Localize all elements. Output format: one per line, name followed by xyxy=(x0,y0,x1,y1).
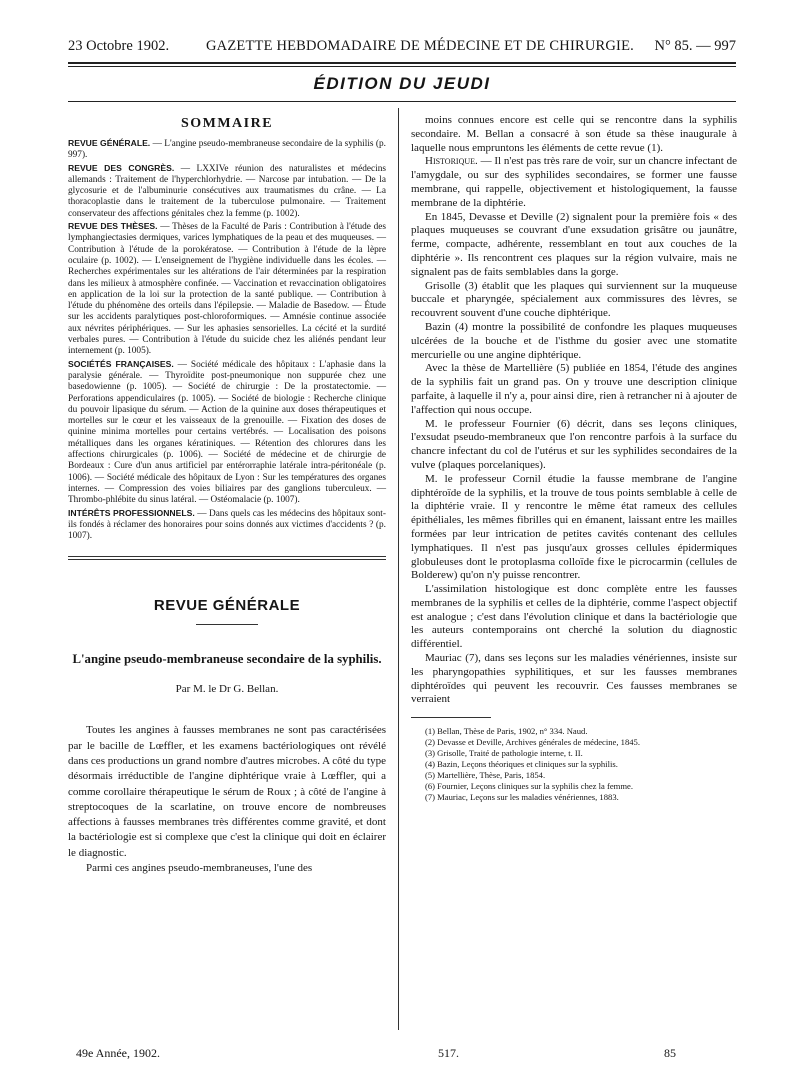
column-divider xyxy=(398,108,399,1030)
paragraph: En 1845, Devasse et Deville (2) signalent pour la première fois « des plaques muqueuses se couvrant d'une exsudation grisâtre ou jaunâtre, ferme, compacte, adhérente, ressemblant en tout aux couches de la diphtérie ». Ils rencontrent ces plaques sur la région vulvaire, mais ne signalent pas de faits semblables dans la gorge. xyxy=(411,210,737,278)
paragraph: moins connues encore est celle qui se rencontre dans la syphilis secondaire. M. Bellan a consacré à son étude sa thèse inaugurale à laquelle nous empruntons les éléments de cette revue (1). xyxy=(411,114,737,154)
footnote: (1) Bellan, Thèse de Paris, 1902, n° 334. Naud. xyxy=(425,726,588,737)
header-rule-thin xyxy=(68,66,736,67)
sommaire-section-text: — Dans quels cas les médecins des hôpitaux sont-ils fondés à réclamer des honoraires pour soins donnés aux victimes d'accidents ? (p. 1007). xyxy=(68,508,386,542)
footnote: (4) Bazin, Leçons théoriques et cliniques sur la syphilis. xyxy=(425,758,618,769)
section-separator xyxy=(68,543,386,573)
revue-generale-heading: REVUE GÉNÉRALE xyxy=(153,597,301,615)
footnote: (3) Grisolle, Traité de pathologie interne, t. II. xyxy=(425,748,583,759)
paragraph-historique xyxy=(411,155,737,210)
sommaire-section-label: SOCIÉTÉS FRANÇAISES. xyxy=(68,358,174,369)
historique-label: Historique. xyxy=(425,155,478,168)
sommaire-section-label: REVUE DES THÈSES. xyxy=(68,221,158,232)
sommaire-section-text: — LXXIVe réunion des naturalistes et médecins allemands : Traitement de l'hyperchlorhydrie. — Narcose par intubation. — De la glycosurie et de l'albuminurie consécutives aux traumatismes du crâne. — La thoracoplastie dans le traitement de la tuberculose pulmonaire. — Traitement conservateur des affections génitales chez la femme (p. 1002). xyxy=(68,163,386,219)
historique-text: — Il n'est pas très rare de voir, sur un chancre infectant de l'amygdale, ou sur des syphilides secondaires, se former une fausse membrane, qui rappelle, objectivement et histologiquement, la fausse membrane de la diphtérie. xyxy=(411,155,737,209)
footer-page: 517. xyxy=(438,1046,459,1060)
paragraph: L'assimilation histologique est donc complète entre les fausses membranes de la syphilis et celles de la diphtérie, comme l'aspect objectif est analogue ; c'est dans l'évolution clinique et dans la bactériologie que les auteurs contemporains ont cherché la solution du diagnostic différentiel. xyxy=(411,583,737,651)
journal-title: GAZETTE HEBDOMADAIRE DE MÉDECINE ET DE CHIRURGIE. xyxy=(206,38,634,54)
heading-rule xyxy=(196,624,258,625)
footnotes xyxy=(411,726,737,802)
sommaire-title: SOMMAIRE xyxy=(180,116,274,131)
article-body-left xyxy=(68,723,386,876)
sommaire-entry xyxy=(68,138,386,162)
sommaire-entry xyxy=(68,508,386,543)
footnote-rule xyxy=(411,717,491,718)
sommaire-entry xyxy=(68,359,386,507)
paragraph: Grisolle (3) établit que les plaques qui surviennent sur la muqueuse buccale et pharyngée, spécialement aux commissures des lèvres, se recouvrent souvent d'une couche diphtérique. xyxy=(411,279,737,320)
sommaire-list xyxy=(68,138,386,542)
right-column xyxy=(411,114,737,1020)
sommaire-section-label: REVUE GÉNÉRALE. xyxy=(68,138,151,148)
sommaire-section-text: — Thèses de la Faculté de Paris : Contribution à l'étude des lymphangiectasies dermiques, varices lymphatiques de la peau et des muqueuses. — Contribution à l'étude de la porokératose. — Contribution à l'étude de la lèpre oculaire (p. 1002). — L'enseignement de l'hygiène individuelle dans les écoles. — Recherches expérimentales sur les altérations de l'air déterminées par la respiration dans les milieux à atmosphère confinée. — Vaccination et revaccination obligatoires en application de la loi sur la protection de la santé publique. — Contribution à l'étude du phénomène des orteils dans l'épilepsie. — Maladie de Basedow. — Étude sur les accidents paralytiques post-chloroformiques. — Amnésie continue associée aux névrites périphériques. — Sur les aphasies sensorielles. La cécité et la surdité verbales pures. — Contribution à l'étude du suicide chez les aliénés pendant leur internement (p. 1005). xyxy=(68,222,386,357)
issue-number: N° 85. — 997 xyxy=(654,38,736,54)
paragraph: Parmi ces angines pseudo-membraneuses, l'une des xyxy=(86,862,313,875)
sommaire-entry xyxy=(68,221,386,358)
sommaire-section-text: — L'angine pseudo-membraneuse secondaire de la syphilis (p. 997). xyxy=(68,139,386,161)
edition-title: ÉDITION DU JEUDI xyxy=(313,74,491,93)
paragraph: Bazin (4) montre la possibilité de confondre les plaques muqueuses ulcérées de la bouche et de l'isthme du gosier avec une stomatite mercurielle ou une angine diphtérique. xyxy=(411,320,737,361)
footer-year: 49e Année, 1902. xyxy=(76,1046,160,1060)
footnote: (7) Mauriac, Leçons sur les maladies vénériennes, 1883. xyxy=(425,791,619,802)
sommaire-section-text: — Société médicale des hôpitaux : L'aphasie dans la paralysie générale. — Thyroïdite post-pneumonique non suppurée chez une basedowienne (p. 1005). — Société de chirurgie : De la prostatectomie. — Perforations appendiculaires (p. 1005). — Société de biologie : Recherche clinique du pouvoir lipasique du sérum. — Action de la quinine aux doses thérapeutiques et mortelles sur le cœur et les vaisseaux de la grenouille. — Fixation des doses de quinine minima mortelles pour certains vertébrés. — Localisation des poisons métalliques dans les organes kératiniques. — Rétention des chlorures dans les affections chirurgicales (p. 1006). — Société de médecine et de chirurgie de Bordeaux : Cure d'un anus artificiel par entérorraphie latérale intra-péritonéale (p. 1006). — Société médicale des hôpitaux de Lyon : Sur les températures des organes internes. — Compression des voies biliaires par des ganglions tuberculeux. — Thrombo-phlébite du sinus latéral. — Ostéomalacie (p. 1007). xyxy=(68,359,386,506)
footnote: (5) Martellière, Thèse, Paris, 1854. xyxy=(425,769,546,780)
page-footer xyxy=(68,1044,736,1064)
article-author: Par M. le Dr G. Bellan. xyxy=(175,683,279,696)
paragraph: Avec la thèse de Martellière (5) publiée en 1854, l'étude des angines de la syphilis fait un grand pas. On y trouve une description clinique parfaite, à laquelle il n'y a, pour ainsi dire, rien à retrancher ni à ajouter de l'affection qui nous occupe. xyxy=(411,362,737,416)
sommaire-section-label: REVUE DES CONGRÈS. xyxy=(68,162,175,173)
footnote: (6) Fournier, Leçons cliniques sur la syphilis chez la femme. xyxy=(425,780,633,791)
footer-number: 85 xyxy=(664,1046,676,1060)
sommaire-section-label: INTÉRÊTS PROFESSIONNELS. xyxy=(68,507,195,518)
sommaire-entry xyxy=(68,163,386,220)
footnote: (2) Devasse et Deville, Archives générales de médecine, 1845. xyxy=(425,737,640,748)
paragraph: M. le professeur Fournier (6) décrit, dans ses leçons cliniques, l'exsudat pseudo-membraneux que l'on rencontre parfois à la surface du chancre infectant du col de l'utérus et sur les syphilides secondaires de la vulve (plaques porcelaniques). xyxy=(411,417,737,471)
left-column xyxy=(68,108,386,1030)
paragraph: M. le professeur Cornil étudie la fausse membrane de l'angine diphtéroïde de la syphilis, et la trouve de tous points semblable à celle de la diphtérie vraie. Il y rencontre le même état rameux des cellules épithéliales, les mêmes fibrilles qui en émanent, laissant entre les mailles formées par leur intrication de petites cavités contenant des cellules lymphatiques. Il n'est pas jusqu'aux grosses cellules épidermiques globuleuses dont le protoplasma colloïde fixe le picrocarmin (cellules de Bolderew) qu'on n'y puisse rencontrer. xyxy=(411,472,737,582)
paragraph: Toutes les angines à fausses membranes ne sont pas caractérisées par le bacille de Lœffler, et les examens bactériologiques ont révélé dans ces productions un grand nombre d'autres microbes. A côté du type désormais irréductible de l'angine diphtérique vraie à Lœffler, qui a comme corollaire thérapeutique le sérum de Roux ; à côté de l'angine à streptocoques de la scarlatine, on trouve encore de nombreuses affections à fausses membranes très différentes comme gravité, et dont la bactériologie est si complexe que c'est la clinique qui doit en éclairer le diagnostic. xyxy=(68,724,386,859)
paragraph: Mauriac (7), dans ses leçons sur les maladies vénériennes, insiste sur les pharyngopathies syphilitiques, et sur les fausses membranes diphtéroïdes qui peuvent les recouvrir. Ces fausses membranes se verraient xyxy=(411,652,737,706)
article-title: L'angine pseudo-membraneuse secondaire de la syphilis. xyxy=(72,652,382,667)
issue-date: 23 Octobre 1902. xyxy=(68,38,170,54)
header-rule-thick xyxy=(68,62,736,64)
running-header xyxy=(68,34,736,60)
edition-rule xyxy=(68,101,736,102)
article-body-right xyxy=(411,114,737,707)
